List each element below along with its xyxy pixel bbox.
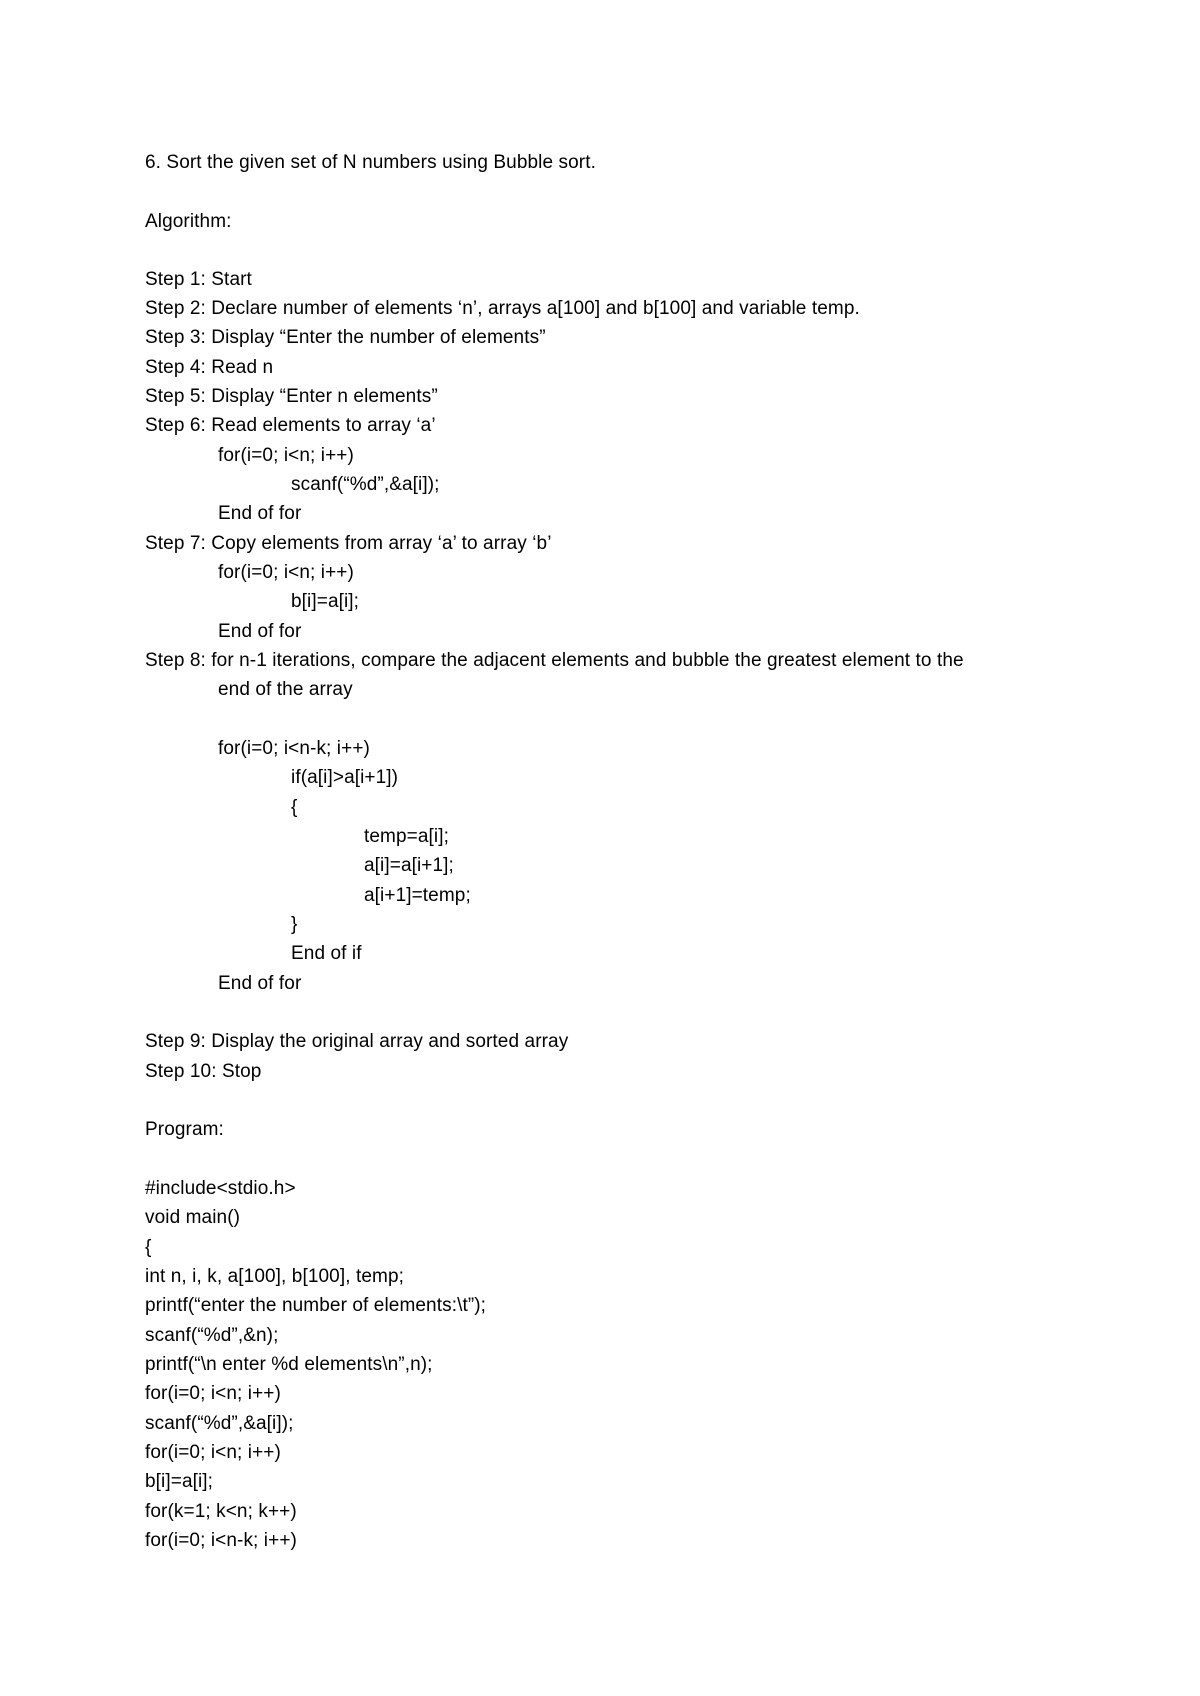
step-8-if: if(a[i]>a[i+1]) xyxy=(291,767,399,788)
step-7-assign: b[i]=a[i]; xyxy=(291,591,360,612)
program-line: scanf(“%d”,&n); xyxy=(145,1325,279,1346)
step-8-end-if: End of if xyxy=(291,943,362,964)
step-8: Step 8: for n-1 iterations, compare the adjacent elements and bubble the greatest element to the xyxy=(145,650,964,671)
step-6-for-loop: for(i=0; i<n; i++) xyxy=(218,445,354,466)
step-8-end-for: End of for xyxy=(218,973,302,994)
program-line: for(k=1; k<n; k++) xyxy=(145,1501,297,1522)
program-line: b[i]=a[i]; xyxy=(145,1471,214,1492)
program-line: scanf(“%d”,&a[i]); xyxy=(145,1413,294,1434)
step-9: Step 9: Display the original array and sorted array xyxy=(145,1031,569,1052)
step-5: Step 5: Display “Enter n elements” xyxy=(145,386,438,407)
step-8-continued: end of the array xyxy=(218,679,353,700)
step-8-swap-2: a[i+1]=temp; xyxy=(364,885,471,906)
program-line: for(i=0; i<n; i++) xyxy=(145,1442,281,1463)
program-heading: Program: xyxy=(145,1119,224,1140)
step-4: Step 4: Read n xyxy=(145,357,274,378)
step-8-temp: temp=a[i]; xyxy=(364,826,449,847)
step-6-end-for: End of for xyxy=(218,503,302,524)
document-title: 6. Sort the given set of N numbers using Bubble sort. xyxy=(145,152,596,173)
step-7-end-for: End of for xyxy=(218,621,302,642)
step-8-close-brace: } xyxy=(291,914,298,935)
program-line: printf(“\n enter %d elements\n”,n); xyxy=(145,1354,433,1375)
algorithm-heading: Algorithm: xyxy=(145,211,232,232)
program-line: for(i=0; i<n-k; i++) xyxy=(145,1530,297,1551)
step-1: Step 1: Start xyxy=(145,269,252,290)
program-line: for(i=0; i<n; i++) xyxy=(145,1383,281,1404)
program-line: { xyxy=(145,1237,152,1258)
program-line: #include<stdio.h> xyxy=(145,1178,296,1199)
step-6: Step 6: Read elements to array ‘a’ xyxy=(145,415,436,436)
step-2: Step 2: Declare number of elements ‘n’, arrays a[100] and b[100] and variable temp. xyxy=(145,298,860,319)
step-7: Step 7: Copy elements from array ‘a’ to array ‘b’ xyxy=(145,533,552,554)
step-3: Step 3: Display “Enter the number of elements” xyxy=(145,327,546,348)
step-7-for-loop: for(i=0; i<n; i++) xyxy=(218,562,354,583)
program-line: printf(“enter the number of elements:\t”); xyxy=(145,1295,487,1316)
step-8-swap-1: a[i]=a[i+1]; xyxy=(364,855,454,876)
step-8-for-loop: for(i=0; i<n-k; i++) xyxy=(218,738,370,759)
step-10: Step 10: Stop xyxy=(145,1061,262,1082)
program-line: void main() xyxy=(145,1207,241,1228)
step-8-open-brace: { xyxy=(291,797,298,818)
program-line: int n, i, k, a[100], b[100], temp; xyxy=(145,1266,404,1287)
step-6-scanf: scanf(“%d”,&a[i]); xyxy=(291,474,440,495)
